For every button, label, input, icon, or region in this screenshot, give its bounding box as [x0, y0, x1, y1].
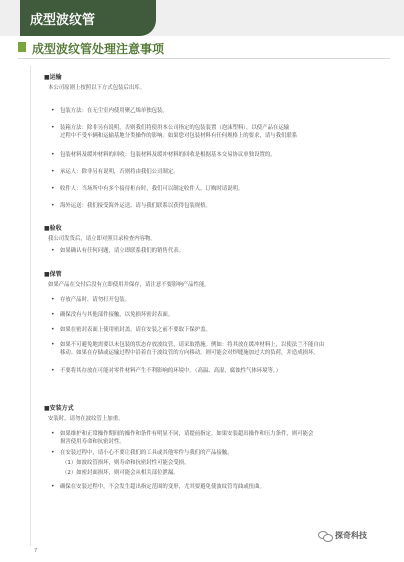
bullet-dot: •	[51, 107, 55, 114]
list-item: • 存放产品时，请勿打开包装。	[51, 296, 131, 303]
main-heading: 成型波纹管处理注意事项	[32, 42, 165, 56]
section-title-transport: ■运输	[44, 74, 62, 81]
bullet-dot: •	[51, 430, 55, 437]
list-item: • 承运人：除非另有说明，否则将由我们公司制定。	[51, 168, 179, 175]
bullet-dot: •	[51, 185, 55, 192]
section-title-inspection: ■验收	[44, 225, 62, 232]
list-item: • 包装材料及缓冲材料的回收：包装材料及缓冲材料的回收是根据基本交易协议单独设置的。	[51, 151, 276, 158]
section-intro-installation: 安装时，请勿在波纹管上加重。	[48, 416, 124, 422]
watermark	[318, 528, 367, 542]
bullet-dot: •	[51, 168, 55, 175]
section-title-storage: ■保管	[44, 271, 62, 278]
list-item: • 在安装过程中，请小心不要让我们的工具或其他零件与我们的产品接触。	[51, 449, 233, 456]
list-item: • 包装方法：在无尘室内使用聚乙烯单独包装。	[51, 107, 168, 114]
page-number: 7	[34, 548, 38, 554]
list-item: • 确保在安装过程中，不会发生超出指定范围的变形，尤其要避免使波纹管弯曲或扭曲。	[51, 483, 265, 490]
chat-bubble-icon	[318, 530, 332, 541]
bullet-dot: •	[51, 483, 55, 490]
bullet-dot: •	[51, 296, 55, 303]
bullet-dot: •	[51, 311, 55, 318]
watermark-text: 探奇科技	[335, 530, 367, 540]
bullet-dot: •	[51, 151, 55, 158]
bullet-dot: •	[51, 247, 55, 254]
section-intro-storage: 如果产品在交付后没有立即使用并保存，请注意不要影响产品性能。	[48, 282, 210, 288]
bullet-dot: •	[51, 202, 55, 209]
list-item: • 确保没有与其他部件接触，以免损坏密封表面。	[51, 311, 174, 318]
list-item: • 如果在密封表面上使用密封盖，请在安装之前不要取下保护盖。	[51, 326, 211, 333]
bullet-dot: •	[51, 124, 55, 131]
sub-list-item: （2）如密封面损坏，则可能会从相关部位泄漏。	[62, 470, 179, 476]
bullet-dot: •	[51, 341, 55, 348]
section-title-installation: ■安装方式	[44, 405, 74, 412]
bullet-dot: •	[51, 449, 55, 456]
list-item: • 收件人：当场所中有多个接待柜台时，我们可以制定收件人。订购时请说明。	[51, 185, 244, 192]
section-intro-inspection: 我公司发货后，请立即对照目录检查内容物。	[48, 236, 156, 242]
bullet-dot: •	[51, 326, 55, 333]
list-item: • 如果维护和正常操作期间的操作和条件有明显不同，请提前指定。如果安装超出操作和压力条件，则可能会 损害使用寿命和抗密封性。	[51, 430, 314, 445]
sub-list-item: （1）如波纹管损坏，则寿命和抗密封性可能会受损。	[62, 460, 190, 466]
page-title: 成型波纹管	[30, 13, 96, 28]
list-item: • 海外运送：我们接受海外运送。请与我们联系以获得包装规格。	[51, 202, 211, 209]
list-item: • 如果不可避免地需要以未包装的状态存放波纹管，请采取措施。例如：将其放在缓冲材料上，以使法兰不能自由 移动。如果在存储或运输过程中沿着直于波纹管的方向移动，则可能会对焊缝施加过大的负荷，并造成损坏。	[51, 341, 325, 356]
bullet-dot: •	[51, 367, 55, 374]
list-item: • 装箱方法：除非另有说明，否则我们将使用本公司指定的包装装置（泡沫塑料），以使产品在运输 过程中不受车辆和运输基地分类操作的影响。如果您对包装材料有任何规格上的要求，请与我们联系	[51, 124, 298, 139]
list-item: • 不要将其存放在可能对零件材料产生不利影响的环境中。（高温、高湿、腐蚀性气体环境等。）	[51, 367, 282, 374]
section-intro-transport: 本公司原则上按照以下方式包装后出库。	[48, 85, 146, 91]
list-item: • 如果确认有任何问题，请立即联系我们的销售代表。	[51, 247, 184, 254]
